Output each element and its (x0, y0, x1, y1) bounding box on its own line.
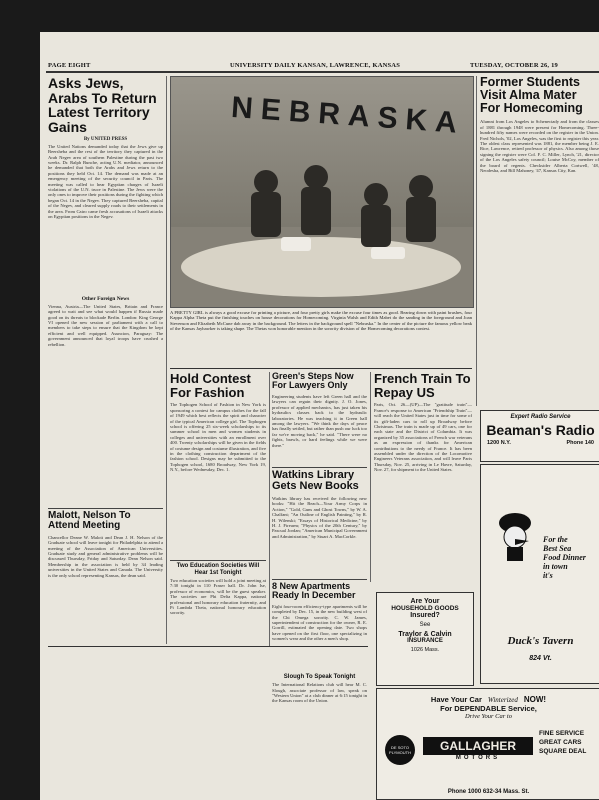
divider (170, 560, 266, 561)
byline: By UNITED PRESS (83, 136, 128, 142)
ad-business-name: GALLAGHER (423, 737, 533, 755)
divider (272, 467, 367, 468)
ad-text: HOUSEHOLD GOODS (391, 605, 459, 612)
column-2 (170, 372, 266, 647)
ad-text: it's (543, 571, 553, 580)
ad-text: See (419, 622, 431, 628)
insurance-ad (376, 592, 474, 686)
page-number: PAGE EIGHT (48, 62, 91, 69)
article-body-2: Vienna, Austria—The United States, Britain and France agreed to wait and see what would happen if Russia made good on its threats to blockade Berlin. London: King George VI opened the new session of parliament with a call to members to take steps to ensure that the Kingdom be kept efficient and well equipped. Asuncion, Paraguay: The government announced that loyal troops have crushed a rebellion. (48, 303, 163, 347)
ad-text: For the (543, 535, 568, 544)
headline-education: Two Education Societies Will Hear 1st Tonight (176, 563, 260, 576)
article-body-3: Chancellor Deane W. Malott and Dean J. H. Nelson of the Graduate school will leave tonight for Philadelphia to attend a meeting of the Association of American Universities. Graduate study and general administrative problems will be discussed Thursday, Friday and Saturday. Dean Nelson said. Membership in the association is held by 34 leading universities in the United States and Canada. The University is the only school representing Kansas, the dean said. (48, 534, 163, 578)
headline-slough: Slough To Speak Tonight (283, 673, 356, 680)
ad-text: Insured? (410, 612, 440, 619)
ad-business-name: Beaman's Radio (486, 422, 595, 438)
headline-apartments: 8 New Apartments Ready In December (272, 580, 356, 601)
photo-caption: A PRETTY GIRL is always a good excuse for printing a picture, and four pretty girls make the excuse four times as good. Bearing down with paint brushes, four Kappa Alpha Theta put the finishing touches on house decorations for Homecoming. Virginia Walsh and Edith Mabet do the sanding in the foreground and Joan Stevenson and Elizabeth McCune dab away in the background. The letters in the background spell "Nebraska." In the center of the picture the famous yellow beak of the Kansas Jayhawker is taking shape. The Thetas won honorable mention in the sorority division of the Homecoming decorations contest. (170, 310, 472, 331)
column-1 (48, 76, 163, 644)
header-rule (46, 71, 599, 73)
ad-text: Drive Your Car to (465, 713, 512, 720)
article-body-fashion: The Tophogen School of Fashion in New York is sponsoring a contest for campus clothes for the fall of 1949 which best reflects the spirit and character of the typical American college girl. The Tophogen school is offering 25 six-week scholarships to its summer school in men and women students in colleges and universities with an enrollment over 400. Twenty scholarships will be given in the fields of costume design and costume illustration, and five in the clothing construction department of the fashion school. Designs may be submitted to the Tophogen school, 1680 Broadway, New York 19, N.Y., before Wednesday, Dec. 1. (170, 402, 266, 473)
ad-address: 1200 N.Y. (487, 440, 511, 446)
ad-text: Winterized (487, 696, 518, 704)
ad-text: in town (543, 562, 568, 571)
article-body-education: Two education societies will hold a joint meeting at 7:30 tonight in 110 Fraser hall. Dr. John Ise, professor of economics, will be the guest speaker. The societies are Phi Delta Kappa, national professional and honorary education fraternity, and Pi Lambda Theta, national honorary education sorority. (170, 577, 266, 616)
divider (48, 508, 163, 509)
article-body: The United Nations demanded today that the Jews give up Beersheba and the rest of the territory they captured in the Arab Negev area of southern Palestine during the past two weeks. Dr. Ralph Bunche, acting U.N. mediator, announced he demanded that both the Arabs and Jews return to the positions they held Oct. 14. The demand was made at an emergency meeting of the security council in Paris. The meeting was called to hear Egyptian charges of Israeli violations of the U.N. truce in Palestine. The Jews were the only ones to improve their positions during the fighting which began Oct. 14 in the Negev. They captured Beersheba, capital of the Negev, and cleared supply roads to their settlements in the area. From Cairo came fresh accusations of Israeli attacks on Egyptian positions in the Negev. (48, 143, 163, 220)
article-body-watkins: Watkins library has received the following new books: "Hit the Beach—Your Army Corps in Action," "Gold, Guns and Ghost Towns," by W. A. Chalfant; "An Outline of English Painting," by R. H. Wilenski; "Essays of Historical Medicine," by H. J. Firearm; "Physics of the 20th Century," by Pascual Jordan; "American Municipal Government and Administration," by Stuart A. MacCorkle. (272, 495, 367, 539)
article-body-french-train: Paris, Oct. 26—(UP)—The "gratitude train"—France's response to American "Friendship Train"—will reach the United States just in time for some of its gift-laden cars to roll up Broadway before Christmas. The train is made up of 49 cars, one for each state and the District of Columbia. It was organized by 35 associations of French war veterans as an expression of thanks for American contributions to the needy of France. It has been assembled under the direction of the Locomotive Engineers Veterans association, and will leave Paris Thursday, Nov. 25, arriving in Le Havre, Saturday, Nov. 27, for shipment to the United States. (374, 402, 472, 473)
ad-text: Food Dinner (543, 553, 586, 562)
column-5 (480, 76, 599, 406)
desoto-badge: DE SOTO PLYMOUTH (385, 735, 415, 765)
ad-phone: Phone 140 (566, 440, 594, 446)
subhead-foreign-news: Other Foreign News (81, 295, 130, 302)
ad-phone: Phone 1000 632-34 Mass. St. (447, 789, 530, 795)
photo-banner-text: NEBRASKA (230, 90, 466, 141)
headline-watkins: Watkins Library Gets New Books (272, 468, 359, 493)
ad-address: 824 Vt. (529, 655, 552, 662)
column-rule (370, 372, 371, 582)
column-3 (272, 372, 367, 800)
ad-address: 1026 Mass. (410, 647, 440, 653)
ad-text: MOTORS (455, 755, 501, 761)
headline-malott: Malott, Nelson To Attend Meeting (48, 509, 131, 532)
ad-text: Best Sea (543, 544, 572, 553)
ad-business-name: Duck's Tavern (507, 635, 574, 647)
column-rule (166, 76, 167, 644)
ad-text: INSURANCE (407, 638, 443, 644)
section-rule (48, 646, 368, 647)
article-body-slough: The International Relations club will hear M. C. Slough, associate professor of law, speak on "Western Union" at a club dinner at 6:15 tonight in the Kansas room of the Union. (272, 682, 367, 704)
headline-green: Green's Steps Now For Lawyers Only (272, 372, 354, 391)
ad-text: FINE SERVICE GREAT CARS SQUARE DEAL (539, 730, 587, 755)
article-body-apartments: Eight four-room efficiency-type apartments will be completed by Dec. 15, in the new building west of the Chi Omega sorority. C. W. James, superintendent of construction for the owner, R. E. Gorrill, estimated the opening date. Two shops have opened on the first floor, one specializing in women's wear and the other a men's shop. (272, 603, 367, 642)
column-rule (269, 372, 270, 647)
ad-text: For DEPENDABLE Service, (440, 704, 537, 713)
column-rule (476, 76, 477, 406)
gallagher-motors-ad (376, 688, 599, 800)
headline-former-students: Former Students Visit Alma Mater For Homecoming (480, 76, 583, 116)
ad-text: NOW! (523, 695, 547, 704)
radio-ad (480, 410, 599, 462)
ad-business-name: Traylor & Calvin (398, 631, 452, 638)
ad-text: Are Your (410, 598, 440, 605)
divider (272, 579, 367, 580)
headline-jews-arabs: Asks Jews, Arabs To Return Latest Territory Gains (48, 76, 157, 136)
article-body-green: Engineering students have left Green hall and the lawyers can regain their dignity. J. O. Jones, professor of applied mechanics, has just taken his hydraulics classes back to the hydraulic laboratories. He was teaching it in Green hall among the lawyers. "We think the days of peace has finally settled, but rather than push our luck too far we're moving back," he said. "There were no fights, brawls, or hard feelings while we were there." (272, 393, 367, 448)
ad-text: Have Your Car (430, 695, 482, 704)
duck-chef-icon (485, 505, 545, 565)
newspaper-page (40, 32, 599, 800)
article-body-alumni: Alumni from Los Angeles to Schenectady and from the classes of 1881 through 1948 were present for Homecoming. Three-hundred fifty names were recorded on the register in the Union. Fred Nichols, '02, Los Angeles, was the first to register this year. The oldest class represented was 1881, the member being J. E. Rice, Lawrence, retired professor of physics. Also among those signing the register were Col. F. C. Miller, Lynch, '21, director of the Los Angeles safety council; Louise McCoy, member of the board of regents. Checksider Alberta Cortwell, '48, Neodesha, and Bill Mahoney, '47, Kansas City, Kan. (480, 119, 599, 174)
caption-rule (170, 368, 472, 369)
homecoming-photo (170, 76, 474, 308)
ducks-tavern-ad (480, 464, 599, 684)
ad-text: Expert Radio Service (510, 414, 571, 420)
headline-french-train: French Train To Repay US (374, 372, 471, 400)
issue-date: TUESDAY, OCTOBER 26, 19 (470, 62, 558, 69)
column-4 (374, 372, 472, 587)
masthead: UNIVERSITY DAILY KANSAN, LAWRENCE, KANSAS (230, 62, 401, 69)
headline-fashion: Hold Contest For Fashion (170, 372, 251, 400)
